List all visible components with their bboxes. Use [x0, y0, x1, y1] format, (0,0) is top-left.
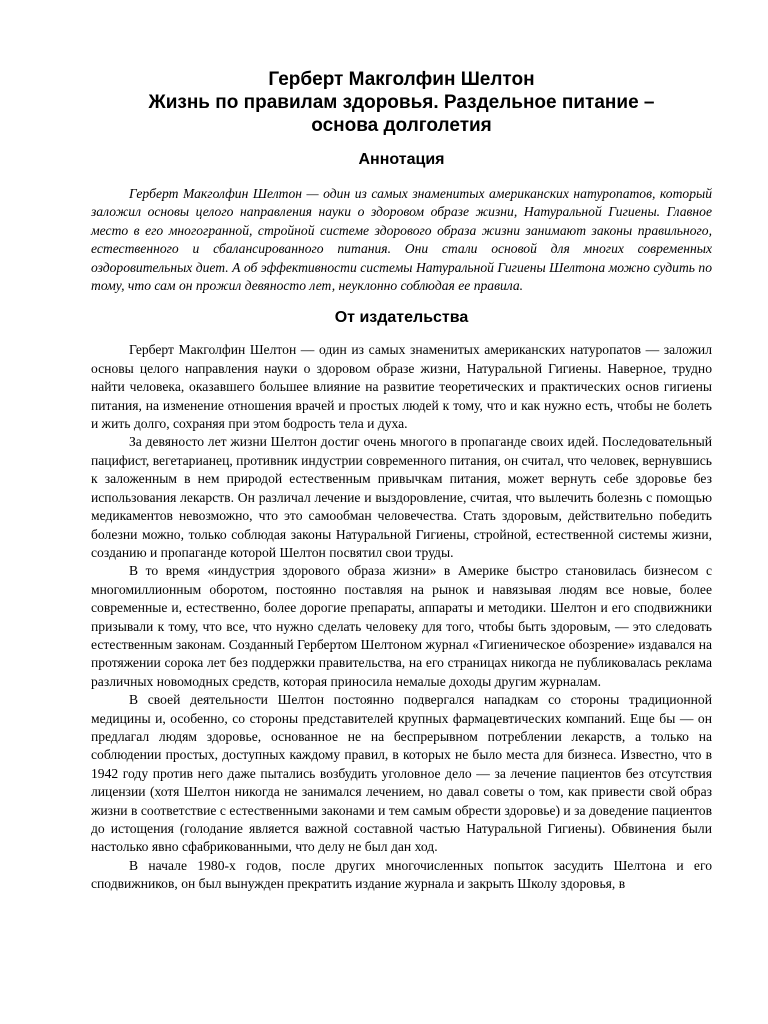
annotation-text: Герберт Макголфин Шелтон — один из самых знаменитых американских натуропатов, который заложил основы целого направления науки о здоровом образе жизни, Натуральной Гигиены. Главное место в его многогранной, стройной системе здорового образа жизни занимают законы правильного, естественного и сбалансированного питания. Они стали основой для многих современных оздоровительных диет. А об эффективности системы Натуральной Гигиены Шелтона можно судить по тому, что сам он прожил девяносто лет, неуклонно соблюдая ее правила.: [91, 186, 712, 294]
document-page: [91, 68, 712, 894]
body-paragraph: В начале 1980-х годов, после других многочисленных попыток засудить Шелтона и его сподвижников, он был вынужден прекратить издание журнала и закрыть Школу здоровья, в: [91, 857, 712, 892]
body-paragraph: В то время «индустрия здорового образа жизни» в Америке быстро становилась бизнесом с многомиллионным оборотом, постоянно поставляя на рынок и навязывая людям все новые, более современные и, естественно, более дорогие препараты, аппараты и методики. Шелтон и его сподвижники призывали к тому, что все, что нужно сделать человеку для того, чтобы быть здоровым, — это следовать естественным законам. Созданный Гербертом Шелтоном журнал «Гигиеническое обозрение» издавался на протяжении сорока лет без поддержки правительства, на его страницах никогда не публиковалась реклама различных новомодных средств, которая приносила немалые доходы другим журналам.: [91, 563, 712, 689]
title-block: [91, 68, 712, 137]
book-title-line-1: Жизнь по правилам здоровья. Раздельное питание –: [148, 92, 655, 113]
publisher-body: [91, 341, 712, 893]
body-paragraph: За девяносто лет жизни Шелтон достиг очень многого в пропаганде своих идей. Последовательный пацифист, вегетарианец, противник индустрии современного питания, он считал, что человек, вернувшись к заложенным в нем природой естественным привычкам питания, может вернуть себе здоровье без использования лекарств. Он различал лечение и выздоровление, считая, что вылечить болезнь с помощью медикаментов невозможно, что это самообман человечества. Стать здоровым, действительно победить болезни можно, только соблюдая законы Натуральной Гигиены, стройной, естественной системы жизни, созданию и пропаганде которой Шелтон посвятил свои труды.: [91, 434, 712, 560]
body-paragraph: Герберт Макголфин Шелтон — один из самых знаменитых американских натуропатов — заложил основы целого направления науки о здоровом образе жизни, Натуральной Гигиены. Наверное, трудно найти человека, оказавшего большее влияние на развитие теоретических и практических основ гигиены питания, на изменение отношения врачей и простых людей к тому, что и как нужно есть, чтобы не болеть и жить долго, сохраняя при этом бодрость тела и духа.: [91, 342, 712, 432]
book-title-line-2: основа долголетия: [311, 115, 492, 136]
publisher-heading: От издательства: [334, 309, 469, 327]
body-paragraph: В своей деятельности Шелтон постоянно подвергался нападкам со стороны традиционной медицины и, особенно, со стороны представителей крупных фармацевтических компаний. Еще бы — он предлагал людям здоровье, основанное не на беспрерывном потреблении лекарств, а только на соблюдении простых, доступных каждому правил, в которых не было места для бизнеса. Известно, что в 1942 году против него даже пытались возбудить уголовное дело — за лечение пациентов без отсутствия лицензии (хотя Шелтон никогда не занимался лечением, но давал советы о том, как привести свой образ жизни в соответствие с естественными законами и тем самым обрести здоровье) и за доведение пациентов до истощения (голодание является важной составной частью Натуральной Гигиены). Обвинения были настолько явно сфабрикованными, что делу не был дан ход.: [91, 692, 712, 855]
author-name: Герберт Макголфин Шелтон: [268, 69, 535, 90]
annotation-heading: Аннотация: [358, 151, 445, 168]
